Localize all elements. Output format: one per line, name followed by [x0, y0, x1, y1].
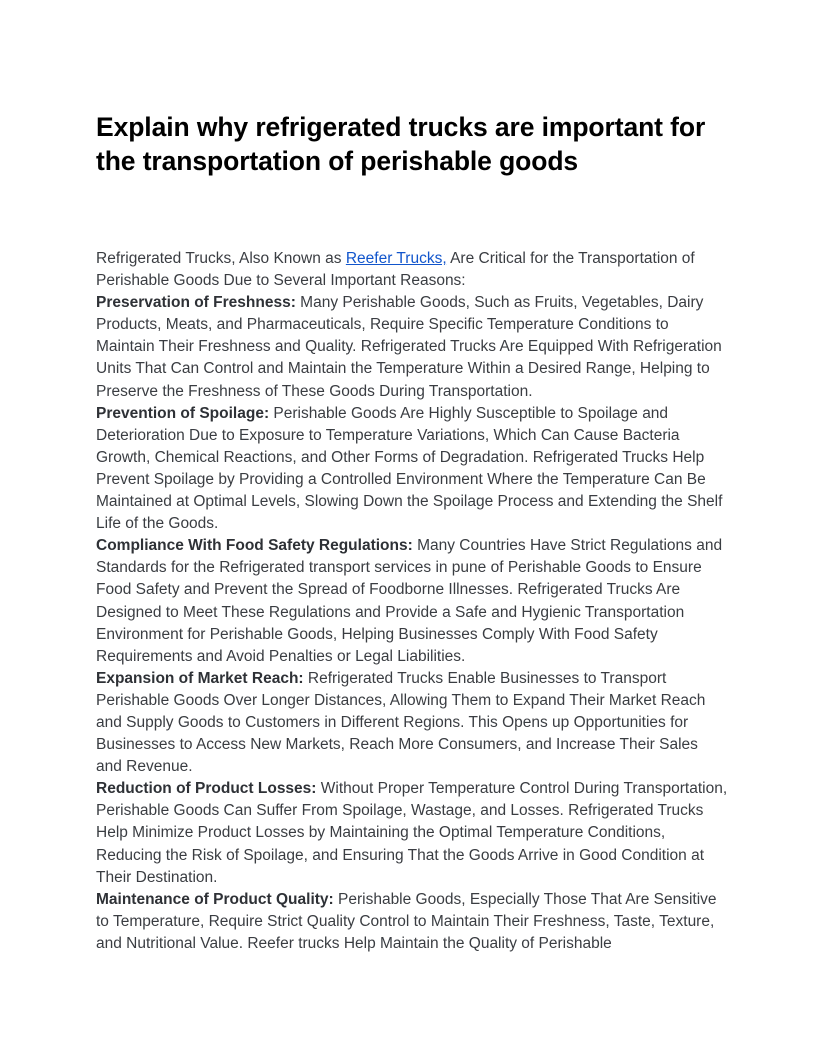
section-heading: Compliance With Food Safety Regulations:	[96, 537, 413, 555]
section-heading: Expansion of Market Reach:	[96, 669, 304, 687]
section-text: Perishable Goods Are Highly Susceptible to Spoilage and Deterioration Due to Exposure to Temperature Variations, Which Can Cause Bacteria Growth, Chemical Reactions, and Other Forms of Degradation. Refrigerated Trucks Help Prevent Spoilage by Providing a Controlled Environment Where the Temperature Can Be Maintained at Optimal Levels, Slowing Down the Spoilage Process and Extending the Shelf Life of the Goods.	[96, 404, 723, 533]
section-product-quality	[96, 889, 728, 955]
intro-text-after: Are Critical for the Transportation of Perishable Goods Due to Several Important Reasons:	[96, 250, 695, 290]
section-prevention-of-spoilage	[96, 403, 728, 536]
document-page	[96, 110, 728, 955]
section-heading: Prevention of Spoilage:	[96, 404, 270, 422]
section-text: Refrigerated Trucks Enable Businesses to Transport Perishable Goods Over Longer Distances, Allowing Them to Expand Their Market Reach and Supply Goods to Customers in Different Regions. This Opens up Opportunities for Businesses to Access New Markets, Reach More Consumers, and Increase Their Sales and Revenue.	[96, 669, 706, 776]
section-text: Perishable Goods, Especially Those That Are Sensitive to Temperature, Require Strict Quality Control to Maintain Their Freshness, Taste, Texture, and Nutritional Value. Reefer trucks Help Maintain the Quality of Perishable	[96, 890, 717, 952]
section-product-losses	[96, 778, 728, 888]
section-heading: Reduction of Product Losses:	[96, 780, 317, 798]
reefer-trucks-link[interactable]: Reefer Trucks,	[345, 250, 447, 267]
document-title: Explain why refrigerated trucks are important for the transportation of perishable goods	[96, 112, 706, 176]
section-heading: Maintenance of Product Quality:	[96, 890, 334, 908]
section-text: Many Countries Have Strict Regulations and Standards for the Refrigerated transport services in pune of Perishable Goods to Ensure Food Safety and Prevent the Spread of Foodborne Illnesses. Refrigerated Trucks Are Designed to Meet These Regulations and Provide a Safe and Hygienic Transportation Environment for Perishable Goods, Helping Businesses Comply With Food Safety Requirements and Avoid Penalties or Legal Liabilities.	[96, 537, 723, 665]
section-heading: Preservation of Freshness:	[96, 294, 296, 312]
section-text: Many Perishable Goods, Such as Fruits, Vegetables, Dairy Products, Meats, and Pharmaceuticals, Require Specific Temperature Conditions to Maintain Their Freshness and Quality. Refrigerated Trucks Are Equipped With Refrigeration Units That Can Control and Maintain the Temperature Within a Desired Range, Helping to Preserve the Freshness of These Goods During Transportation.	[96, 294, 722, 400]
section-market-reach	[96, 668, 728, 778]
section-food-safety-compliance	[96, 535, 728, 668]
intro-text-before: Refrigerated Trucks, Also Known as	[96, 250, 346, 267]
intro-paragraph	[96, 248, 728, 292]
section-preservation-of-freshness	[96, 292, 728, 402]
section-text: Without Proper Temperature Control During Transportation, Perishable Goods Can Suffer From Spoilage, Wastage, and Losses. Refrigerated Trucks Help Minimize Product Losses by Maintaining the Optimal Temperature Conditions, Reducing the Risk of Spoilage, and Ensuring That the Goods Arrive in Good Condition at Their Destination.	[96, 780, 728, 886]
document-body	[96, 248, 728, 955]
